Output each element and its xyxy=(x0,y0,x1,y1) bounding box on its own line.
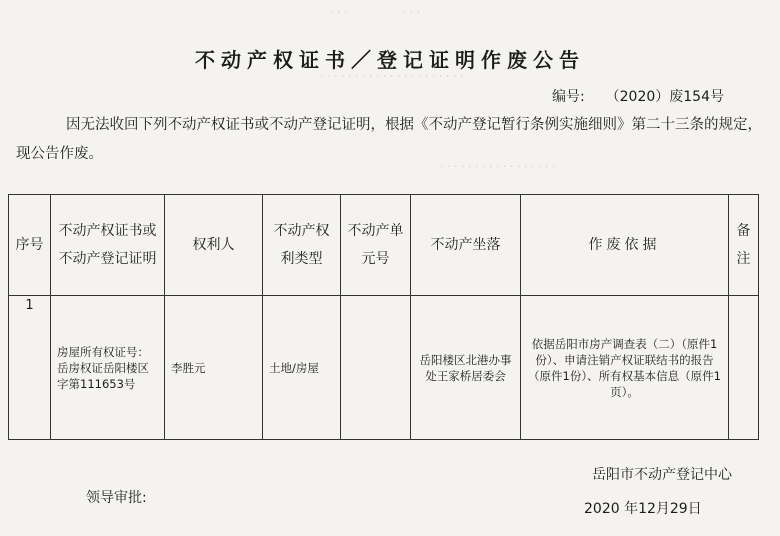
header-certificate: 不动产权证书或不动产登记证明 xyxy=(51,195,165,296)
issue-date: 2020 年12月29日 xyxy=(584,501,702,517)
void-certificate-table xyxy=(8,194,759,440)
issuing-organization: 岳阳市不动产登记中心 xyxy=(592,467,732,483)
header-remark: 备注 xyxy=(729,195,759,296)
row-index: 1 xyxy=(9,296,51,440)
table-row xyxy=(9,296,759,440)
leader-approval-label: 领导审批: xyxy=(86,490,147,506)
row-certificate: 房屋所有权证号：岳房权证岳阳楼区字第111653号 xyxy=(51,296,165,440)
header-unit-no: 不动产单元号 xyxy=(341,195,411,296)
header-right-type: 不动产权利类型 xyxy=(263,195,341,296)
table-header-row xyxy=(9,195,759,296)
intro-paragraph: 因无法收回下列不动产权证书或不动产登记证明，根据《不动产登记暂行条例实施细则》第二十三条的规定，现公告作废。 xyxy=(16,117,762,162)
row-unit-no xyxy=(341,296,411,440)
document-number-value: （2020）废154号 xyxy=(605,89,724,105)
header-index: 序号 xyxy=(9,195,51,296)
row-remark xyxy=(729,296,759,440)
document-number xyxy=(552,86,724,106)
row-right-type: 土地/房屋 xyxy=(263,296,341,440)
row-owner: 李胜元 xyxy=(165,296,263,440)
row-basis: 依据岳阳市房产调查表（二）（原件1份）、申请注销产权证联结书的报告（原件1份）、所有权基本信息（原件1页）。 xyxy=(521,296,729,440)
row-location: 岳阳楼区北港办事处王家桥居委会 xyxy=(411,296,521,440)
bleed-through-text: · · · · · · xyxy=(330,6,420,19)
header-owner: 权利人 xyxy=(165,195,263,296)
header-basis: 作废依据 xyxy=(521,195,729,296)
header-location: 不动产坐落 xyxy=(411,195,521,296)
bleed-through-text: · · · · · · · · · · · · · · · · · · · · · xyxy=(320,70,464,83)
document-number-label: 编号: xyxy=(552,89,585,105)
bleed-through-text: · · · · · · · · · · · · · · · · · xyxy=(440,160,556,173)
page-title: 不动产权证书／登记证明作废公告 xyxy=(195,48,585,72)
